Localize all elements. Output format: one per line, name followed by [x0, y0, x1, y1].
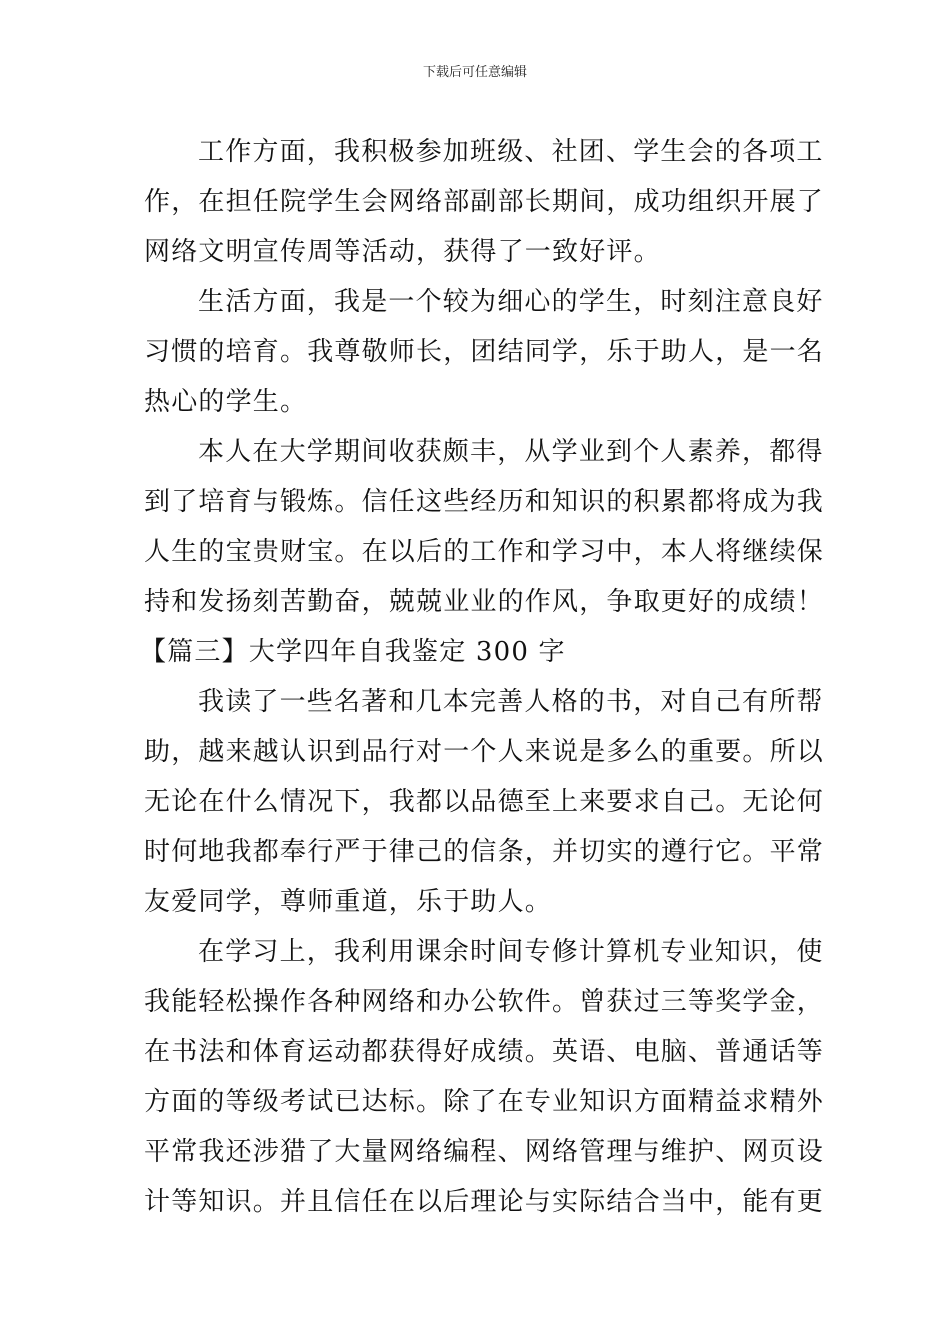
section-heading: 【篇三】大学四年自我鉴定 300 字 — [140, 637, 566, 667]
paragraph-line: 平常我还涉猎了大量网络编程、网络管理与维护、网页设 — [144, 1137, 825, 1167]
paragraph-line: 热心的学生。 — [144, 387, 308, 417]
paragraph-line: 无论在什么情况下，我都以品德至上来要求自己。无论何 — [144, 787, 825, 817]
paragraph-line: 在学习上，我利用课余时间专修计算机专业知识，使 — [198, 937, 824, 967]
paragraph-line: 计等知识。并且信任在以后理论与实际结合当中，能有更 — [144, 1187, 825, 1217]
paragraph-line: 我读了一些名著和几本完善人格的书，对自己有所帮 — [198, 687, 824, 717]
paragraph-line: 工作方面，我积极参加班级、社团、学生会的各项工 — [198, 137, 824, 167]
paragraph-line: 持和发扬刻苦勤奋，兢兢业业的作风，争取更好的成绩！ — [144, 587, 825, 617]
paragraph-line: 生活方面，我是一个较为细心的学生，时刻注意良好 — [198, 287, 824, 317]
paragraph-line: 到了培育与锻炼。信任这些经历和知识的积累都将成为我 — [144, 487, 825, 517]
paragraph-line: 方面的等级考试已达标。除了在专业知识方面精益求精外 — [144, 1087, 825, 1117]
paragraph-line: 时何地我都奉行严于律己的信条，并切实的遵行它。平常 — [144, 837, 825, 867]
paragraph-line: 在书法和体育运动都获得好成绩。英语、电脑、普通话等 — [144, 1037, 825, 1067]
paragraph-line: 网络文明宣传周等活动，获得了一致好评。 — [144, 237, 661, 267]
page-header: 下载后可任意编辑 — [422, 65, 527, 80]
paragraph-line: 习惯的培育。我尊敬师长，团结同学，乐于助人，是一名 — [144, 337, 825, 367]
paragraph-line: 友爱同学，尊师重道，乐于助人。 — [144, 887, 553, 917]
paragraph-line: 人生的宝贵财宝。在以后的工作和学习中，本人将继续保 — [144, 537, 825, 567]
document-body — [140, 127, 825, 1227]
paragraph-line: 作，在担任院学生会网络部副部长期间，成功组织开展了 — [144, 187, 825, 217]
paragraph-line: 本人在大学期间收获颇丰，从学业到个人素养，都得 — [198, 437, 824, 467]
paragraph-line: 助，越来越认识到品行对一个人来说是多么的重要。所以 — [144, 737, 825, 767]
paragraph-line: 我能轻松操作各种网络和办公软件。曾获过三等奖学金， — [144, 987, 825, 1017]
